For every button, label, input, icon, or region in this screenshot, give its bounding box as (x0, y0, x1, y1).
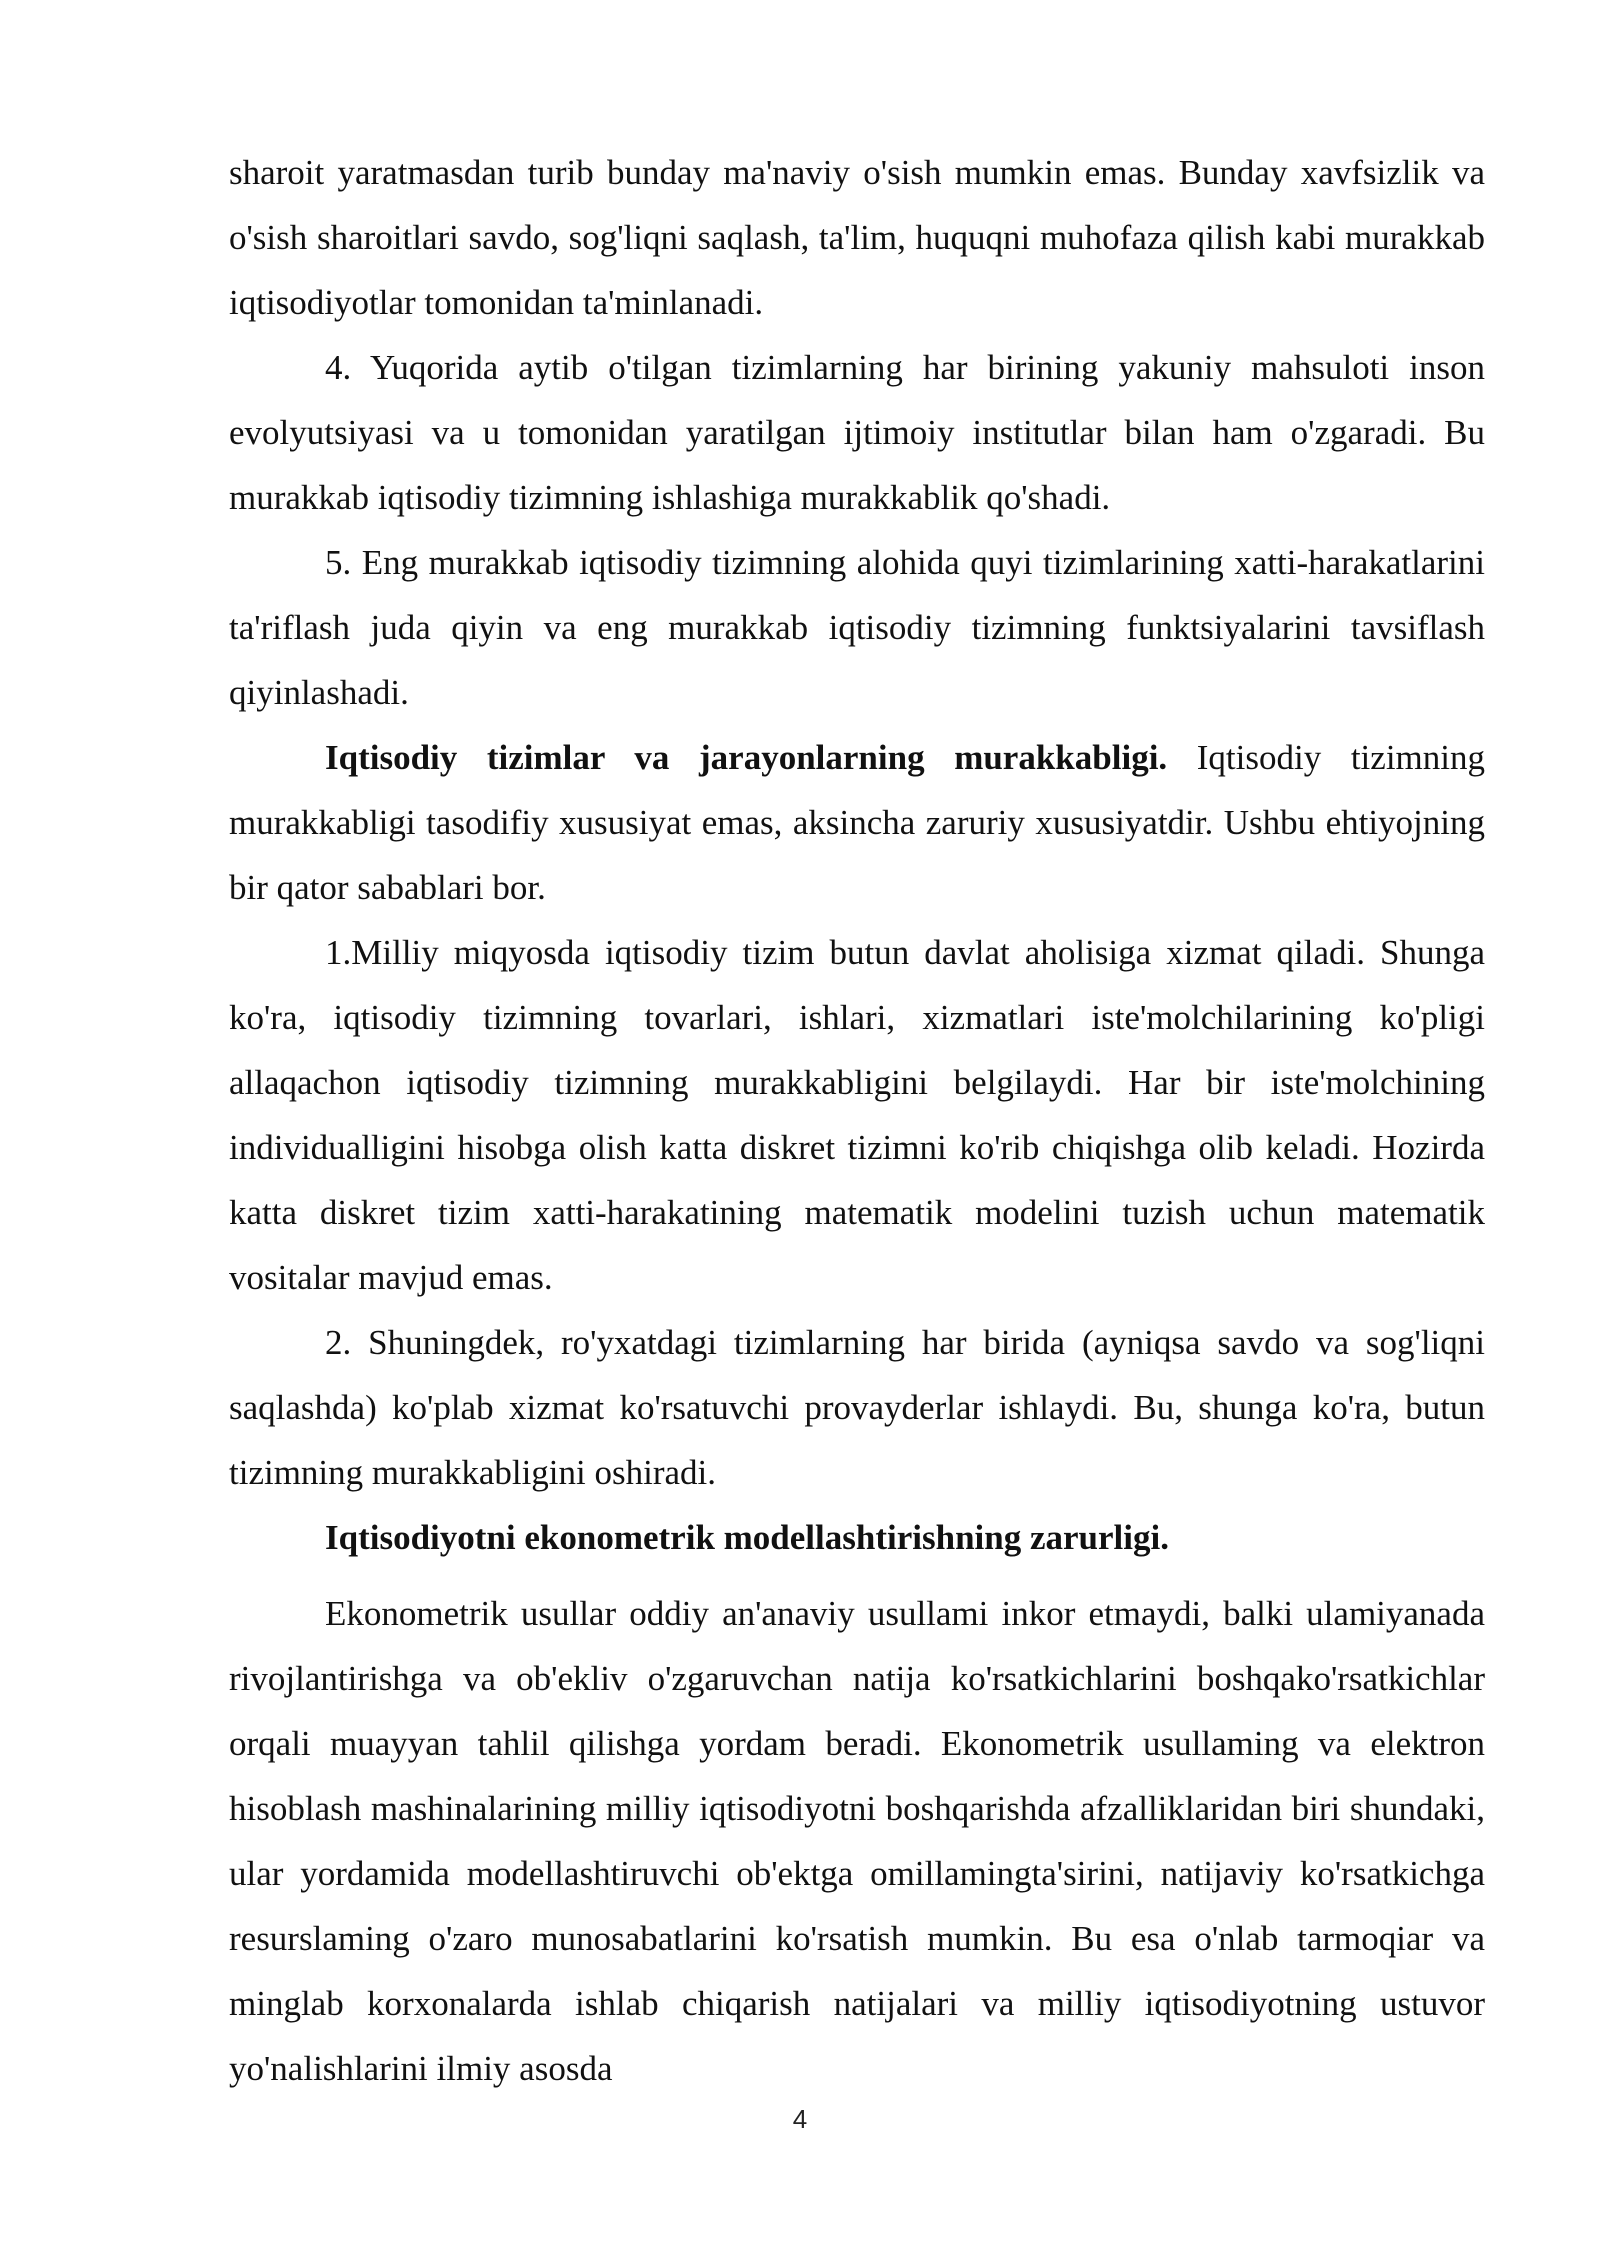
paragraph-complexity-section (229, 725, 1485, 920)
paragraph-item-1: 1.Milliy miqyosda iqtisodiy tizim butun davlat aholisiga xizmat qiladi. Shunga ko'ra, iqtisodiy tizimning tovarlari, ishlari, xizmatlari iste'molchilarining ko'pligi allaqachon iqtisodiy tizimning murakkabligini belgilaydi. Har bir iste'molchining individualligini hisobga olish katta diskret tizimni ko'rib chiqishga olib keladi. Hozirda katta diskret tizim xatti-harakatining matematik modelini tuzish uchun matematik vositalar mavjud emas. (229, 933, 1485, 1297)
page-number: 4 (792, 2104, 808, 2134)
paragraph-econometric-methods: Ekonometrik usullar oddiy an'anaviy usullami inkor etmaydi, balki ulamiyanada rivojlantirishga va ob'ekliv o'zgaruvchan natija ko'rsatkichlarini boshqako'rsatkichlar orqali muayyan tahlil qilishga yordam beradi. Ekonometrik usullaming va elektron hisoblash mashinalarining milliy iqtisodiyotni boshqarishda afzalliklaridan biri shundaki, ular yordamida modellashtiruvchi ob'ektga omillamingta'sirini, natijaviy ko'rsatkichga resurslaming o'zaro munosabatlarini ko'rsatish mumkin. Bu esa o'nlab tarmoqiar va minglab korxonalarda ishlab chiqarish natijalari va milliy iqtisodiyotning ustuvor yo'nalishlarini ilmiy asosda (229, 1594, 1485, 2088)
section-heading-complexity: Iqtisodiy tizimlar va jarayonlarning murakkabligi. (325, 738, 1168, 777)
section-body-complexity: Iqtisodiy tizimning murakkabligi tasodifiy xususiyat emas, aksincha zaruriy xususiyatdir. Ushbu ehtiyojning bir qator sabablari bor. (229, 738, 1485, 907)
section-heading-econometric: Iqtisodiyotni ekonometrik modellashtirishning zarurligi. (325, 1518, 1169, 1557)
paragraph-item-5: 5. Eng murakkab iqtisodiy tizimning alohida quyi tizimlarining xatti-harakatlarini ta'riflash juda qiyin va eng murakkab iqtisodiy tizimning funktsiyalarini tavsiflash qiyinlashadi. (229, 543, 1485, 712)
document-page (229, 140, 1485, 2101)
paragraph-item-2: 2. Shuningdek, ro'yxatdagi tizimlarning har birida (ayniqsa savdo va sog'liqni saqlashda) ko'plab xizmat ko'rsatuvchi provayderlar ishlaydi. Bu, shunga ko'ra, butun tizimning murakkabligini oshiradi. (229, 1323, 1485, 1492)
paragraph-continuation: sharoit yaratmasdan turib bunday ma'naviy o'sish mumkin emas. Bunday xavfsizlik va o'sish sharoitlari savdo, sog'liqni saqlash, ta'lim, huquqni muhofaza qilish kabi murakkab iqtisodiyotlar tomonidan ta'minlanadi. (229, 153, 1485, 322)
paragraph-item-4: 4. Yuqorida aytib o'tilgan tizimlarning har birining yakuniy mahsuloti inson evolyutsiyasi va u tomonidan yaratilgan ijtimoiy institutlar bilan ham o'zgaradi. Bu murakkab iqtisodiy tizimning ishlashiga murakkablik qo'shadi. (229, 348, 1485, 517)
